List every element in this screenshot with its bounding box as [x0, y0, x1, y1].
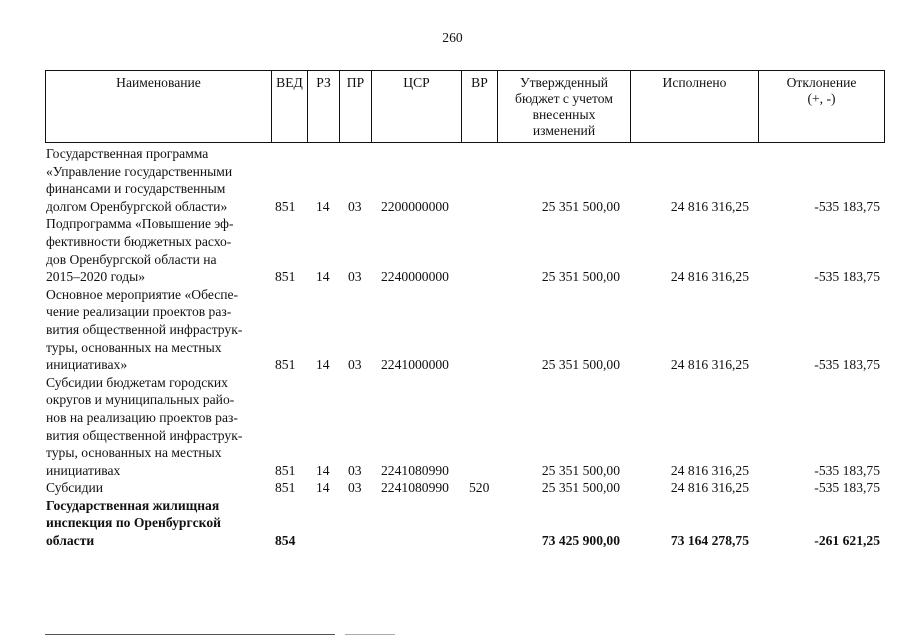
row-executed: 24 816 316,25: [670, 462, 749, 478]
row-rz: 14: [316, 462, 330, 478]
header-pr: ПР: [340, 71, 372, 142]
row-csr: 2241000000: [381, 357, 449, 373]
row-csr: 2241080990: [381, 462, 449, 478]
row-rz: 14: [316, 357, 330, 373]
row-deviation: -535 183,75: [814, 357, 880, 373]
footer-rule-faint: [345, 634, 395, 635]
row-budget: 25 351 500,00: [541, 480, 620, 496]
row-deviation: -535 183,75: [814, 198, 880, 214]
table-row: [45, 374, 885, 480]
header-budget: Утвержденный бюджет с учетом внесенных изменений: [498, 71, 631, 142]
row-deviation: -535 183,75: [814, 269, 880, 285]
row-rz: 14: [316, 480, 330, 496]
row-deviation: -261 621,25: [814, 533, 880, 549]
row-executed: 24 816 316,25: [670, 269, 749, 285]
row-name: Государственная жилищная инспекция по Оренбургской области: [46, 497, 221, 549]
row-executed: 24 816 316,25: [670, 198, 749, 214]
row-ved: 851: [275, 198, 296, 214]
row-ved: 851: [275, 462, 296, 478]
row-vr: 520: [469, 480, 490, 496]
row-deviation: -535 183,75: [814, 480, 880, 496]
header-executed: Исполнено: [631, 71, 759, 142]
header-rz: РЗ: [308, 71, 340, 142]
table-row-total: [45, 497, 885, 550]
header-name: Наименование: [46, 71, 272, 142]
page-number: 260: [442, 30, 463, 45]
table-row: [45, 286, 885, 374]
row-budget: 25 351 500,00: [541, 462, 620, 478]
row-pr: 03: [348, 269, 362, 285]
row-rz: 14: [316, 198, 330, 214]
row-rz: 14: [316, 269, 330, 285]
row-name: Подпрограмма «Повышение эф- фективности бюджетных расхо- дов Оренбургской области на 2015–2020 годы»: [46, 216, 234, 285]
row-ved: 851: [275, 269, 296, 285]
row-pr: 03: [348, 198, 362, 214]
header-csr: ЦСР: [372, 71, 462, 142]
row-ved: 854: [275, 533, 296, 549]
row-ved: 851: [275, 357, 296, 373]
row-pr: 03: [348, 357, 362, 373]
table-row: [45, 479, 885, 497]
row-executed: 24 816 316,25: [670, 357, 749, 373]
row-pr: 03: [348, 462, 362, 478]
footer-rule: [45, 634, 335, 635]
header-ved: ВЕД: [272, 71, 308, 142]
row-name: Государственная программа «Управление государственными финансами и государственным долгом Оренбургской области»: [46, 146, 233, 214]
table-body: [45, 145, 885, 550]
row-csr: 2241080990: [381, 480, 449, 496]
row-pr: 03: [348, 480, 362, 496]
row-csr: 2200000000: [381, 198, 449, 214]
row-deviation: -535 183,75: [814, 462, 880, 478]
header-vr: ВР: [462, 71, 498, 142]
row-budget: 25 351 500,00: [541, 357, 620, 373]
row-budget: 73 425 900,00: [541, 533, 620, 549]
row-budget: 25 351 500,00: [541, 269, 620, 285]
table-row: [45, 215, 885, 285]
header-deviation: Отклонение (+, -): [786, 75, 857, 106]
row-csr: 2240000000: [381, 269, 449, 285]
row-name: Субсидии: [46, 480, 104, 496]
table-header: [45, 70, 885, 143]
row-executed: 24 816 316,25: [670, 480, 749, 496]
row-budget: 25 351 500,00: [541, 198, 620, 214]
row-executed: 73 164 278,75: [670, 533, 749, 549]
table-row: [45, 145, 885, 215]
row-ved: 851: [275, 480, 296, 496]
row-name: Субсидии бюджетам городских округов и муниципальных райо- нов на реализацию проектов раз- вития общественной инфраструк- туры, основанных на местных инициативах: [46, 374, 243, 478]
row-name: Основное мероприятие «Обеспе- чение реализации проектов раз- вития общественной инфраструк- туры, основанных на местных инициативах»: [46, 286, 243, 373]
